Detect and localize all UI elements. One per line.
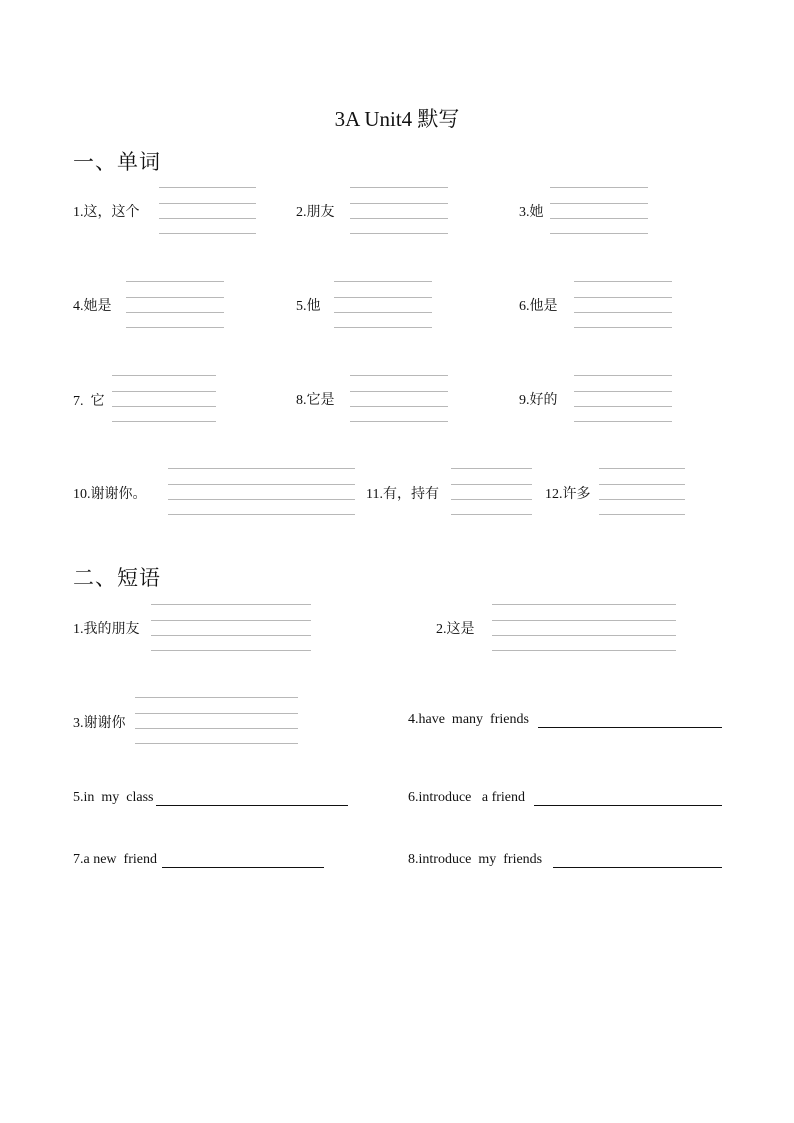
phrase-item-1: 1.我的朋友	[73, 622, 140, 637]
word-item-1: 1.这，这个	[73, 205, 140, 220]
word-item-12: 12.许多	[545, 487, 591, 502]
phrase-underline-4[interactable]	[538, 727, 722, 728]
phrase-lines-2[interactable]	[492, 604, 676, 652]
word-item-10: 10.谢谢你。	[73, 487, 147, 502]
answer-lines-2[interactable]	[350, 187, 448, 235]
answer-lines-11[interactable]	[451, 468, 532, 516]
answer-lines-1[interactable]	[159, 187, 256, 235]
phrase-underline-7[interactable]	[162, 867, 324, 868]
phrase-item-7: 7.a new friend	[73, 852, 157, 867]
phrase-item-4: 4.have many friends	[408, 712, 529, 727]
page-title: 3A Unit4 默写	[334, 107, 460, 131]
section-heading-phrases: 二、短语	[73, 566, 161, 590]
word-item-7: 7. 它	[73, 394, 105, 409]
answer-lines-4[interactable]	[126, 281, 224, 329]
phrase-item-6: 6.introduce a friend	[408, 790, 526, 805]
word-item-6: 6.他是	[519, 299, 558, 314]
phrase-lines-1[interactable]	[151, 604, 311, 652]
word-item-11: 11.有，持有	[366, 487, 439, 502]
phrase-item-5: 5.in my class	[73, 790, 154, 805]
word-item-9: 9.好的	[519, 393, 558, 408]
answer-lines-12[interactable]	[599, 468, 685, 516]
answer-lines-6[interactable]	[574, 281, 672, 329]
phrase-underline-5[interactable]	[156, 805, 348, 806]
word-item-4: 4.她是	[73, 299, 112, 314]
section-heading-words: 一、单词	[73, 150, 161, 174]
word-item-5: 5.他	[296, 299, 321, 314]
answer-lines-5[interactable]	[334, 281, 432, 329]
answer-lines-7[interactable]	[112, 375, 216, 423]
word-item-8: 8.它是	[296, 393, 335, 408]
phrase-item-8: 8.introduce my friends	[408, 852, 543, 867]
phrase-item-2: 2.这是	[436, 622, 475, 637]
phrase-lines-3[interactable]	[135, 697, 298, 745]
word-item-2: 2.朋友	[296, 205, 335, 220]
phrase-item-3: 3.谢谢你	[73, 716, 126, 731]
answer-lines-3[interactable]	[550, 187, 648, 235]
phrase-underline-6[interactable]	[534, 805, 722, 806]
answer-lines-8[interactable]	[350, 375, 448, 423]
word-item-3: 3.她	[519, 205, 544, 220]
answer-lines-9[interactable]	[574, 375, 672, 423]
phrase-underline-8[interactable]	[553, 867, 722, 868]
answer-lines-10[interactable]	[168, 468, 355, 516]
